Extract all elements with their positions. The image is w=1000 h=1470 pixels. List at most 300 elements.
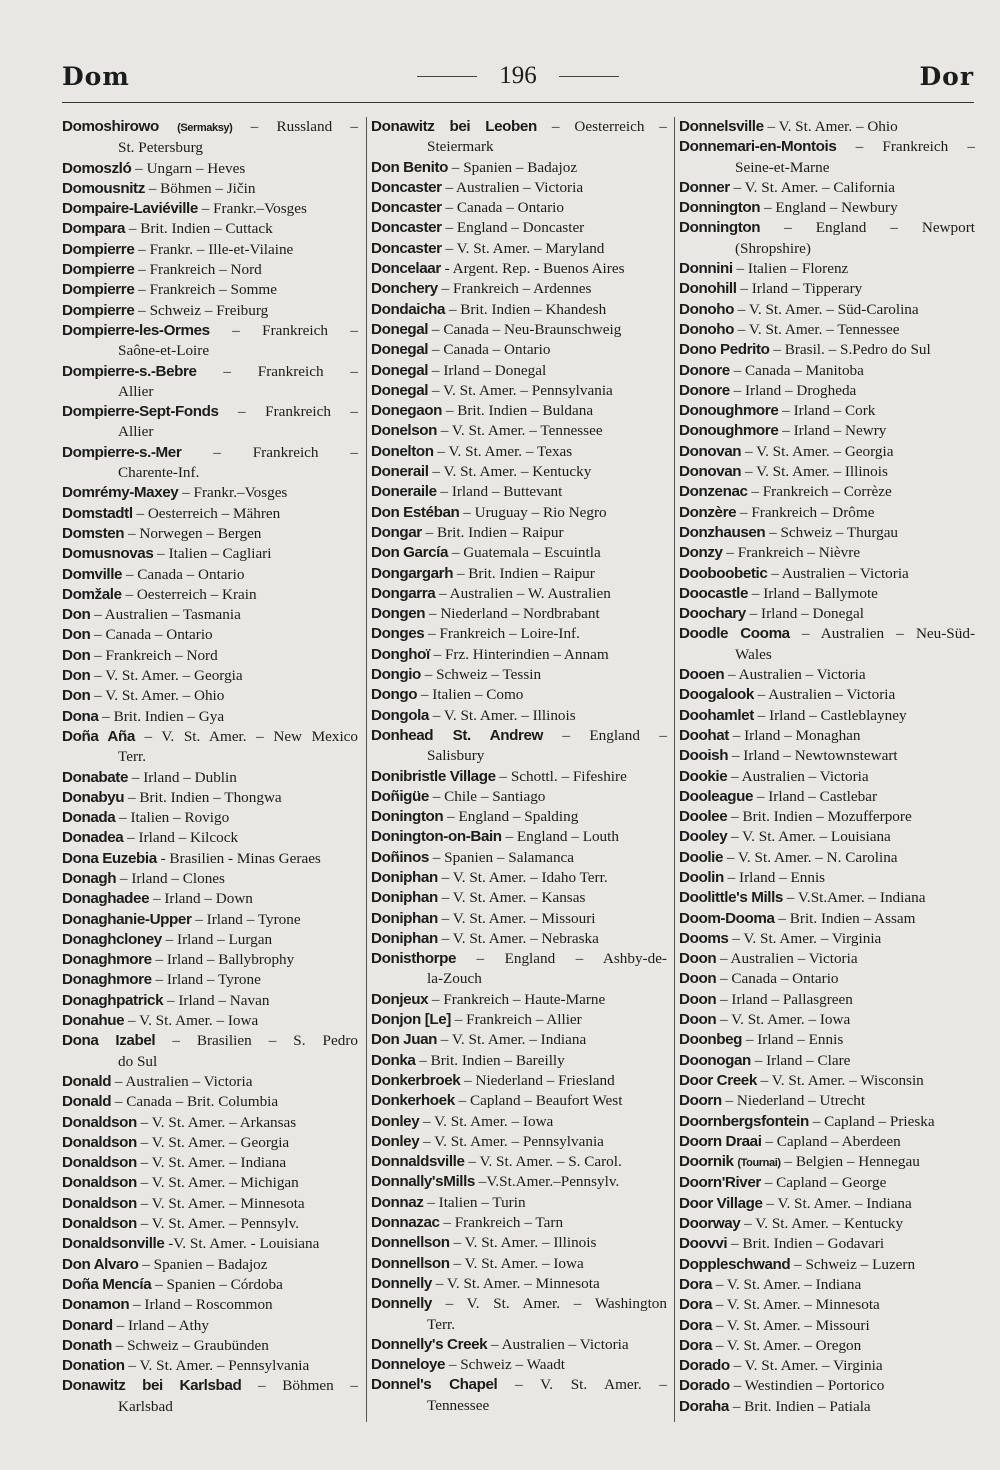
entry-name: Doraha: [679, 1397, 729, 1415]
entry-location: – Irland – Down: [152, 890, 253, 908]
gazetteer-entry: [62, 1011, 358, 1031]
entry-name: Donaghcloney: [62, 930, 162, 948]
entry-location: – Brit. Indien – Bareilly: [419, 1051, 565, 1069]
entry-location: – Brit. Indien – Patiala: [732, 1397, 871, 1415]
gazetteer-entry: [371, 401, 667, 421]
entry-location: – Australien – Victoria: [731, 767, 869, 785]
gazetteer-entry: [679, 624, 975, 644]
entry-name: Dooms: [679, 929, 729, 947]
gazetteer-entry: [62, 565, 358, 585]
entry-location: – V. St. Amer. – Süd-Carolina: [737, 300, 919, 318]
entry-location: – Uruguay – Rio Negro: [463, 503, 607, 521]
entry-location: – V. St. Amer. – Indiana: [440, 1031, 587, 1049]
gazetteer-entry: [371, 178, 667, 198]
gazetteer-entry: [371, 117, 667, 137]
entry-location: – V. St. Amer. – Nebraska: [441, 929, 599, 947]
entry-location: – Irland – Ennis: [745, 1031, 844, 1049]
gazetteer-entry: [371, 1112, 667, 1132]
gazetteer-entry: [679, 1336, 975, 1356]
entry-location: – V. St. Amer. – Idaho Terr.: [441, 868, 608, 886]
entry-location: – Australien – Neu-Süd-: [801, 625, 975, 643]
entry-name: Dooish: [679, 747, 729, 765]
page-header: [62, 62, 974, 96]
entry-location: – Russland –: [250, 118, 358, 135]
gazetteer-entry: [371, 685, 667, 705]
gazetteer-entry: [371, 1193, 667, 1213]
entry-location: – V. St. Amer. – Pennsylvania: [128, 1357, 310, 1375]
gazetteer-entry: [679, 706, 975, 726]
gazetteer-entry: [371, 1355, 667, 1375]
gazetteer-entry: [62, 605, 358, 625]
gazetteer-entry: [371, 1233, 667, 1253]
entry-name: Donjon [Le]: [371, 1011, 451, 1029]
entry-location: – Irland – Athy: [116, 1316, 209, 1334]
entry-name: Dooboobetic: [679, 564, 768, 582]
entry-name: Donegal: [371, 361, 429, 379]
gazetteer-entry: [62, 625, 358, 645]
entry-location: – V. St. Amer. – Indiana: [715, 1275, 862, 1293]
gazetteer-entry: [62, 646, 358, 666]
gazetteer-entry: [62, 889, 358, 909]
gazetteer-entry: [371, 909, 667, 929]
gazetteer-entry: [679, 300, 975, 320]
entry-location: –V.St.Amer.–Pennsylv.: [478, 1173, 620, 1191]
entry-location: – England – Spalding: [447, 808, 579, 826]
gazetteer-entry: [62, 1072, 358, 1092]
entry-name: Don Estéban: [371, 503, 460, 521]
entry-location: – Niederland – Nordbrabant: [428, 605, 600, 623]
entry-location: – Frankreich – Haute-Marne: [431, 990, 606, 1008]
gazetteer-entry: [371, 929, 667, 949]
entry-location: – Spanien – Salamanca: [432, 848, 575, 866]
entry-name: Donegal: [371, 341, 429, 359]
gazetteer-entry: [62, 1376, 358, 1396]
gazetteer-entry: [371, 665, 667, 685]
entry-name: Domoshirowo: [62, 118, 159, 135]
entry-location: – V. St. Amer. – Kansas: [441, 889, 586, 907]
entry-location: – Irland – Newtownstewart: [731, 747, 898, 765]
column-divider: [674, 117, 675, 1422]
entry-name: Donley: [371, 1112, 420, 1130]
entry-name: Donaghmore: [62, 951, 152, 969]
entry-name: Doornbergsfontein: [679, 1112, 809, 1130]
entry-continuation: Karlsbad: [118, 1397, 173, 1415]
entry-location: – Brit. Indien – Raipur: [456, 564, 595, 582]
entry-location: – Guatemala – Escuintla: [451, 544, 601, 562]
entry-name: Doorn Draai: [679, 1132, 762, 1150]
entry-location: – V. St. Amer. – Pennsylvania: [431, 381, 613, 399]
entry-location: – Frankreich – Tarn: [443, 1214, 564, 1232]
gazetteer-entry: [679, 604, 975, 624]
gazetteer-entry: [371, 564, 667, 584]
entry-name: Donegaon: [371, 402, 443, 420]
gazetteer-entry: [371, 300, 667, 320]
gazetteer-entry: [371, 1091, 667, 1111]
entry-location: – Schweiz – Thurgau: [769, 523, 899, 541]
gazetteer-entry: [371, 1213, 667, 1233]
gazetteer-entry: [371, 827, 667, 847]
entry-location: – Ungarn – Heves: [135, 159, 246, 177]
entry-location: – V. St. Amer. – Missouri: [441, 909, 596, 927]
entry-name: Donegal: [371, 320, 429, 338]
entry-name: Doogalook: [679, 686, 754, 704]
gazetteer-entry: [679, 1152, 975, 1173]
entry-location: – Frankreich – Nièvre: [726, 544, 861, 562]
gazetteer-entry: [62, 1356, 358, 1376]
gazetteer-entry: [679, 888, 975, 908]
gazetteer-entry: [62, 117, 358, 138]
gazetteer-entry: [62, 219, 358, 239]
gazetteer-entry: [62, 970, 358, 990]
entry-name: Doñinos: [371, 848, 429, 866]
gazetteer-entry: [679, 1234, 975, 1254]
entry-name: Dongargarh: [371, 564, 454, 582]
gazetteer-entry: [679, 1173, 975, 1193]
entry-location: – Capland – Beaufort West: [458, 1092, 623, 1110]
header-rule: [62, 102, 974, 103]
entry-location: – Italien – Rovigo: [119, 809, 230, 827]
entry-location: – Brit. Indien – Buldana: [445, 402, 594, 420]
gazetteer-entry: [371, 462, 667, 482]
gazetteer-entry: [679, 218, 975, 238]
entry-name: Dompierre: [62, 281, 135, 299]
entry-location: – Belgien – Hennegau: [784, 1153, 920, 1171]
entry-location: – Irland – Ennis: [727, 868, 826, 886]
entry-location: -V. St. Amer. - Louisiana: [168, 1235, 320, 1253]
entry-name: Donington: [371, 808, 444, 826]
entry-name: Donkerhoek: [371, 1092, 455, 1110]
entry-location: – V. St. Amer. – Louisiana: [731, 828, 891, 846]
entry-continuation: Terr.: [427, 1315, 456, 1333]
gazetteer-entry: [679, 584, 975, 604]
entry-name: Dookie: [679, 767, 728, 785]
entry-location: – V. St. Amer. –: [515, 1376, 668, 1394]
entry-location: – Chile – Santiago: [432, 787, 546, 805]
entry-location: – Canada – Ontario: [94, 626, 213, 644]
gazetteer-entry: [679, 767, 975, 787]
gazetteer-entry: [371, 604, 667, 624]
entry-location: – Frankreich – Allier: [454, 1011, 582, 1029]
gazetteer-entry: [679, 137, 975, 157]
gazetteer-entry: [62, 179, 358, 199]
entry-name: Donaldson: [62, 1194, 137, 1212]
gazetteer-entry: [62, 159, 358, 179]
entry-name: Dompierre-s.-Bebre: [62, 362, 197, 380]
gazetteer-entry: [371, 1152, 667, 1172]
entry-location: – Schweiz – Tessin: [424, 666, 542, 684]
entry-location: – V. St. Amer. – Indiana: [766, 1194, 912, 1212]
gazetteer-entry: [62, 788, 358, 808]
entry-name: Donner: [679, 178, 730, 196]
entry-name: Donelton: [371, 442, 434, 460]
entry-name: Dono Pedrito: [679, 341, 770, 359]
entry-location: – V. St. Amer. – Pennsylv.: [140, 1215, 300, 1233]
entry-location: – Böhmen – Jičin: [148, 179, 256, 197]
entry-location: – V. St. Amer. – Minnesota: [435, 1274, 600, 1292]
entry-name: Donoho: [679, 320, 734, 338]
entry-location: – V. St. Amer. – Tennessee: [737, 320, 900, 338]
entry-name: Dongio: [371, 666, 421, 684]
entry-name: Donzère: [679, 503, 737, 521]
gazetteer-entry: [679, 969, 975, 989]
entry-location: – Irland – Drogheda: [733, 381, 857, 399]
gazetteer-entry: [679, 1051, 975, 1071]
gazetteer-entry: [371, 1030, 667, 1050]
entry-location: – Irland – Navan: [166, 991, 270, 1009]
entry-name: Donohill: [679, 280, 737, 298]
gazetteer-entry: [62, 991, 358, 1011]
entry-name: Dooen: [679, 666, 725, 684]
entry-name: Doochary: [679, 605, 746, 623]
entry-continuation: Charente-Inf.: [118, 464, 200, 482]
gazetteer-entry: [371, 706, 667, 726]
entry-location: – England – Ashby-de-: [476, 950, 667, 968]
entry-name: Dompierre: [62, 261, 135, 279]
entry-alt-name: (Tournai): [737, 1157, 781, 1170]
gazetteer-entry: [679, 361, 975, 381]
entry-location: – Spanien – Badajoz: [451, 158, 578, 176]
gazetteer-entry: [62, 910, 358, 930]
gazetteer-entry: [62, 1275, 358, 1295]
gazetteer-entry: [62, 930, 358, 950]
gazetteer-entry: [371, 239, 667, 259]
gazetteer-entry: [62, 869, 358, 889]
gazetteer-entry: [371, 442, 667, 462]
entry-location: – V. St. Amer. – Wisconsin: [760, 1071, 924, 1089]
entry-name: Donegal: [371, 381, 429, 399]
gazetteer-entry: [679, 1030, 975, 1050]
entry-name: Donamon: [62, 1296, 130, 1314]
gazetteer-entry: [371, 1335, 667, 1355]
entry-location: – V. St. Amer. – Ohio: [94, 687, 225, 705]
gazetteer-entry: [371, 990, 667, 1010]
right-guide-word: Dor: [919, 62, 974, 91]
gazetteer-entry: [679, 259, 975, 279]
gazetteer-entry: [371, 503, 667, 523]
gazetteer-entry: [371, 848, 667, 868]
entry-location: – Irland – Clones: [119, 869, 225, 887]
entry-location: – Capland – Prieska: [812, 1112, 935, 1130]
entry-name: Doña Mencía: [62, 1275, 152, 1293]
entry-location: – V. St. Amer. – Michigan: [140, 1174, 299, 1192]
entry-name: Dongen: [371, 605, 426, 623]
gazetteer-entry: [371, 767, 667, 787]
gazetteer-entry: [371, 726, 667, 746]
entry-continuation: (Shropshire): [735, 239, 811, 257]
gazetteer-entry: [62, 1214, 358, 1234]
entry-location: – Canada – Ontario: [431, 341, 551, 359]
entry-name: Donnally'sMills: [371, 1173, 475, 1191]
entry-name: Donawitz bei Karlsbad: [62, 1377, 242, 1395]
entry-location: – Italien – Cagliari: [157, 545, 272, 563]
gazetteer-entry: [371, 949, 667, 969]
entry-name: Donley: [371, 1132, 420, 1150]
entry-location: – Irland – Tyrone: [155, 971, 261, 989]
entry-location: – Frankreich – Ardennes: [441, 280, 592, 298]
entry-name: Donges: [371, 625, 425, 643]
entry-name: Doneraile: [371, 483, 437, 501]
entry-location: – V. St. Amer. – Maryland: [445, 239, 605, 257]
entry-location: – Frankr.–Vosges: [201, 200, 307, 218]
gazetteer-entry: [679, 807, 975, 827]
entry-location: – V. St. Amer. – N. Carolina: [726, 848, 898, 866]
entry-location: – Frankreich – Somme: [138, 281, 277, 299]
entry-name: Donald: [62, 1093, 112, 1111]
gazetteer-entry: [62, 260, 358, 280]
entry-location: – Irland – Dublin: [131, 768, 237, 786]
gazetteer-entry: [62, 1092, 358, 1112]
entry-location: – V. St. Amer. – Arkansas: [140, 1113, 297, 1131]
entry-name: Dompaire-Laviéville: [62, 200, 198, 218]
entry-location: – Irland – Ballymote: [751, 584, 878, 602]
entry-name: Doohamlet: [679, 706, 754, 724]
entry-continuation: Terr.: [118, 748, 147, 766]
entry-name: Domstadtl: [62, 504, 133, 522]
entry-name: Doodle Cooma: [679, 625, 790, 643]
entry-location: – V. St. Amer. – Georgia: [140, 1133, 290, 1151]
gazetteer-entry: [62, 1295, 358, 1315]
entry-location: – England – Newport: [784, 219, 975, 237]
gazetteer-entry: [62, 707, 358, 727]
entry-location: – Irland – Cork: [782, 402, 876, 420]
column-divider: [366, 117, 367, 1422]
gazetteer-entry: [62, 686, 358, 706]
entry-name: Doorn'River: [679, 1174, 761, 1192]
gazetteer-entry: [679, 787, 975, 807]
gazetteer-entry: [62, 504, 358, 524]
entry-name: Doonogan: [679, 1051, 751, 1069]
gazetteer-entry: [62, 585, 358, 605]
entry-location: – Oesterreich –: [551, 118, 668, 135]
entry-location: – Australien – Victoria: [720, 950, 858, 968]
entry-location: – V. St. Amer. – California: [733, 178, 896, 196]
entry-name: Donore: [679, 381, 730, 399]
entry-location: – Frankreich – Loire-Inf.: [428, 625, 580, 643]
entry-continuation: Allier: [118, 423, 154, 441]
gazetteer-entry: [679, 503, 975, 523]
entry-name: Donaldson: [62, 1133, 137, 1151]
entry-name: Domsten: [62, 524, 125, 542]
entry-name: Donnington: [679, 219, 761, 237]
entry-name: Don: [62, 626, 91, 644]
entry-name: Doolittle's Mills: [679, 889, 783, 907]
gazetteer-entry: [62, 483, 358, 503]
entry-name: Donnelsville: [679, 118, 764, 135]
entry-name: Dooleague: [679, 787, 754, 805]
entry-location: – Italien – Como: [420, 686, 524, 704]
entry-location: – Frankreich –: [213, 443, 358, 461]
entry-name: Donabyu: [62, 788, 125, 806]
gazetteer-entry: [679, 320, 975, 340]
gazetteer-entry: [679, 909, 975, 929]
gazetteer-entry: [371, 340, 667, 360]
gazetteer-entry: [371, 1294, 667, 1314]
entry-location: – Brasilien – S. Pedro: [172, 1032, 358, 1050]
entry-name: Doniphan: [371, 889, 438, 907]
gazetteer-entry: [62, 768, 358, 788]
entry-location: – Australien – Victoria: [114, 1072, 253, 1090]
gazetteer-entry: [62, 301, 358, 321]
entry-location: – V. St. Amer. – Minnesota: [715, 1296, 880, 1314]
gazetteer-entry: [62, 1113, 358, 1133]
entry-location: – England – Doncaster: [445, 219, 585, 237]
gazetteer-entry: [62, 1133, 358, 1153]
entry-name: Donaghpatrick: [62, 991, 164, 1009]
gazetteer-entry: [679, 482, 975, 502]
entry-name: Doorway: [679, 1215, 741, 1233]
gazetteer-entry: [679, 1112, 975, 1132]
entry-continuation: Tennessee: [427, 1396, 490, 1414]
gazetteer-entry: [371, 543, 667, 563]
entry-name: Donerail: [371, 463, 429, 481]
gazetteer-entry: [679, 1316, 975, 1336]
gazetteer-entry: [679, 1010, 975, 1030]
entry-location: – Italien – Turin: [427, 1193, 526, 1211]
entry-name: Doon: [679, 970, 717, 988]
gazetteer-entry: [62, 199, 358, 219]
entry-name: Doncelaar: [371, 260, 441, 278]
gazetteer-entry: [371, 624, 667, 644]
gazetteer-entry: [679, 421, 975, 441]
gazetteer-entry: [679, 462, 975, 482]
entry-continuation: Wales: [735, 645, 772, 663]
entry-location: – Oesterreich – Mähren: [136, 504, 281, 522]
entry-continuation: la-Zouch: [427, 970, 482, 988]
entry-name: Doolie: [679, 848, 724, 866]
entry-name: Donington-on-Bain: [371, 828, 502, 846]
entry-name: Don Benito: [371, 158, 448, 176]
entry-location: – Frankr.–Vosges: [182, 484, 288, 502]
entry-name: Donaldson: [62, 1113, 137, 1131]
entry-name: Donibristle Village: [371, 767, 496, 785]
entry-name: Dora: [679, 1316, 713, 1334]
entry-name: Doniphan: [371, 929, 438, 947]
entry-name: Dompierre-Sept-Fonds: [62, 403, 219, 421]
column-2: [371, 117, 667, 1416]
gazetteer-entry: [62, 443, 358, 463]
entry-name: Dora: [679, 1296, 713, 1314]
entry-location: – Irland – Kilcock: [127, 829, 239, 847]
entry-location: – V. St. Amer. – Georgia: [94, 667, 243, 685]
entry-location: – Italien – Florenz: [736, 260, 849, 278]
gazetteer-entry: [62, 362, 358, 382]
entry-name: Donisthorpe: [371, 950, 457, 968]
entry-continuation: Saône-et-Loire: [118, 342, 210, 360]
entry-location: – Westindien – Portorico: [733, 1377, 885, 1395]
entry-name: Doon: [679, 950, 717, 968]
gazetteer-entry: [371, 1051, 667, 1071]
entry-location: – England –: [562, 726, 667, 744]
entry-location: – V.St.Amer. – Indiana: [786, 889, 926, 907]
entry-name: Doocastle: [679, 584, 748, 602]
entry-location: – England – Newbury: [763, 199, 898, 217]
entry-name: Donnellson: [371, 1254, 450, 1272]
gazetteer-entry: [679, 990, 975, 1010]
entry-name: Donaldsonville: [62, 1235, 165, 1253]
entry-location: – Australien – Victoria: [757, 686, 896, 704]
entry-name: Doohat: [679, 726, 729, 744]
gazetteer-entry: [371, 1254, 667, 1274]
entry-name: Dongarra: [371, 584, 436, 602]
gazetteer-entry: [679, 1091, 975, 1111]
entry-name: Donaghanie-Upper: [62, 910, 192, 928]
entry-location: – Niederland – Utrecht: [725, 1092, 866, 1110]
entry-name: Domžale: [62, 585, 122, 603]
gazetteer-entry: [679, 848, 975, 868]
entry-name: Door Village: [679, 1194, 763, 1212]
entry-location: – Irland – Roscommon: [133, 1296, 273, 1314]
entry-location: – Canada – Neu-Braunschweig: [431, 320, 622, 338]
